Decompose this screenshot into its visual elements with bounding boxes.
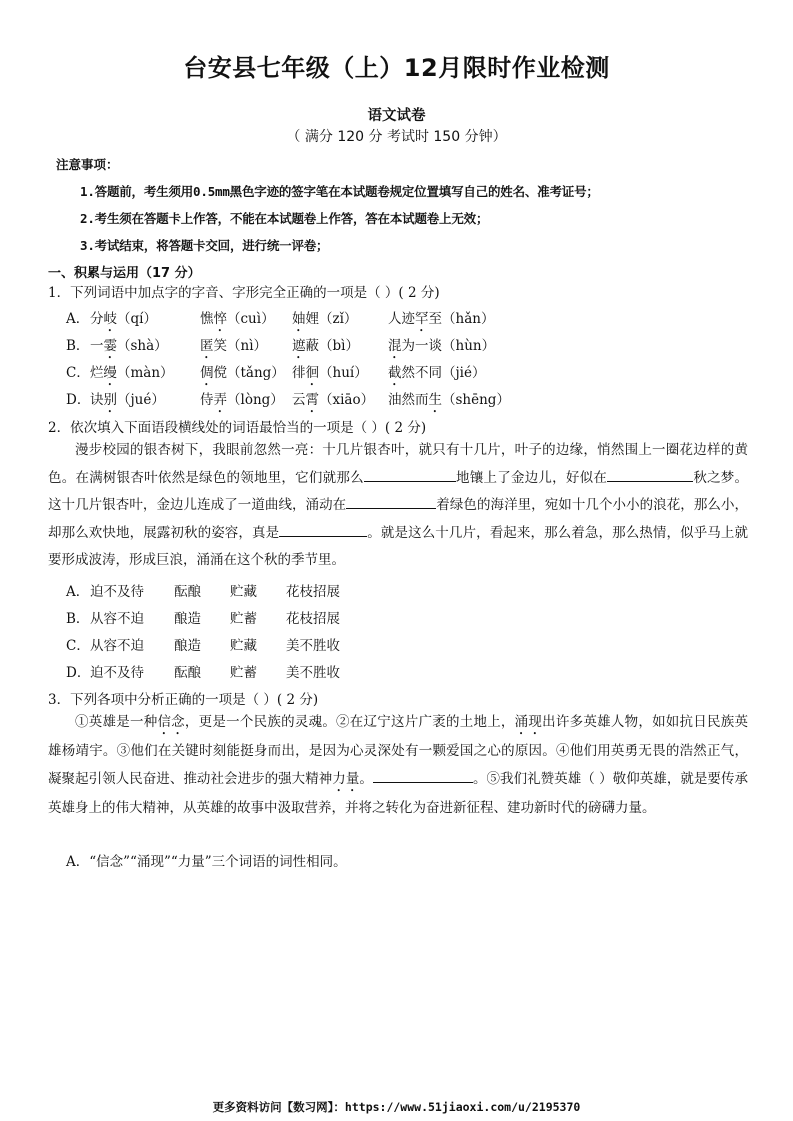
emphasized-char: 截 [388,365,402,381]
option-word [200,361,285,389]
emphasized-char: 生 [428,392,442,408]
word-part: 诀 [90,392,104,408]
option-word: 花枝招展 [286,611,340,627]
passage-text: 漫步校园的银杏树下，我眼前忽然一亮：十几片银杏叶，就只有十几片，叶子的边缘，悄然围上一圈花边样的黄色。在满树银杏叶依然是绿色的领地里，它们就那么 [48,442,748,486]
option-word [388,334,495,362]
word-part: （huí） [319,365,368,381]
option-label: D． [66,665,91,681]
emphasized-char: 别 [103,392,117,408]
word-part: 人迹 [388,311,415,327]
option-label: A． [66,584,90,600]
option-label: D． [66,392,91,408]
option-word: 美不胜收 [286,638,340,654]
word-part: （shà） [117,338,168,354]
emphasized-word: 力量 [332,770,360,787]
emphasized-char: 霄 [305,392,319,408]
word-part: 徘 [292,365,306,381]
option-word [90,307,157,335]
option-word: 酿造 [174,638,201,654]
word-part: （cuì） [227,311,275,327]
word-part: （shēng） [442,392,510,408]
word-part: 娌（zǐ） [305,311,358,327]
score-time-line: （ 满分 120 分 考试时 150 分钟） [286,129,507,145]
word-part: 然不同（jié） [401,365,486,381]
blank-line [364,467,456,482]
emphasized-char: 匿 [200,338,214,354]
passage-text: 出许多英雄人物，如如抗日民族英雄杨靖宇。③他们在关键时刻能挺身而出，是因为心灵深处有一颗爱国之心的原因。④他们用英勇无畏的浩然正气，凝聚起引领人民奋进、推动社会进步的强大精神 [48,714,749,787]
option-word [200,307,275,335]
option-label: C． [66,638,90,654]
emphasized-char: 徊 [305,365,319,381]
option-word: 贮藏 [230,638,257,654]
option-word: 迫不及待 [90,584,144,600]
option-word: 贮蓄 [230,611,257,627]
option-word [90,334,168,362]
emphasized-char: 混 [388,338,402,354]
emphasized-char: 遮 [292,338,306,354]
option-word: 花枝招展 [286,584,340,600]
word-part: （màn） [117,365,174,381]
option-word [292,334,359,362]
option-word: 酝酿 [174,665,201,681]
option-word [90,388,165,416]
option-label: B． [66,611,90,627]
passage-text: ，更是一个民族的灵魂。②在辽宁这片广袤的土地上， [184,714,515,730]
notice-item: 3.考试结束，将答题卡交回，进行统一评卷； [80,238,329,253]
option-word: 迫不及待 [90,665,144,681]
passage-text: ①英雄是一种 [75,714,158,730]
option-word [292,307,357,335]
passage-text: 着绿色的海洋里，宛如十几个小小的浪花，那么小，却那么欢快地，展露初秋的姿容，真是 [48,497,749,541]
option-word [90,361,174,389]
emphasized-char: 岐 [103,311,117,327]
notice-title: 注意事项： [56,157,119,172]
option-word [388,307,494,335]
word-part: （xiāo） [319,392,375,408]
word-part: （lòng） [227,392,284,408]
emphasized-char: 霎 [103,338,117,354]
emphasized-char: 倜 [200,365,214,381]
option-word: 从容不迫 [90,638,144,654]
word-part: 油然而 [388,392,429,408]
emphasized-char: 罕 [415,311,429,327]
blank-line [279,522,367,537]
word-part: 傥（tǎng） [213,365,285,381]
option-word [292,388,374,416]
word-part: （jué） [117,392,165,408]
question-2-passage [48,437,748,575]
word-part: 烂 [90,365,104,381]
question-3-option-a: A．“信念”“涌现”“力量”三个词语的词性相同。 [66,854,347,870]
question-1-stem: 1．下列词语中加点字的字音、字形完全正确的一项是（ ）( 2 分) [48,285,440,301]
option-word [292,361,368,389]
word-part: 云 [292,392,306,408]
passage-text: 地镶上了金边儿，好似在 [455,469,608,486]
section-heading: 一、积累与运用（17 分） [48,266,201,281]
question-3-stem: 3．下列各项中分析正确的一项是（ ）( 2 分) [48,692,319,708]
option-word: 美不胜收 [286,665,340,681]
word-part: 侍 [200,392,214,408]
blank-line [607,467,693,482]
option-word: 贮蓄 [230,665,257,681]
option-word [200,388,284,416]
word-part: 至（hǎn） [428,311,495,327]
word-part: 分 [90,311,104,327]
page-title: 台安县七年级（上）12月限时作业检测 [183,54,610,82]
option-label: B． [66,338,90,354]
notice-item: 1.答题前，考生须用0.5mm黑色字迹的签字笔在本试题卷规定位置填写自己的姓名、准考证号； [80,184,599,199]
footer-link[interactable]: 更多资料访问【数习网】：https://www.51jiaoxi.com/u/2195370 [212,1100,581,1114]
option-word: 酿造 [174,611,201,627]
word-part: （qí） [117,311,157,327]
emphasized-word: 信念 [157,714,185,730]
word-part: 笑（nì） [213,338,268,354]
question-2-stem: 2．依次填入下面语段横线处的词语最恰当的一项是（ ）( 2 分) [48,420,427,436]
passage-text: 。⑤我们礼赞英雄（ ）敬仰英雄，就是要传承英雄身上的伟大精神，从英雄的故事中汲取营养，并将之转化为奋进新征程、建功新时代的磅礴力量。 [48,770,749,816]
option-word [388,361,486,389]
emphasized-char: 妯 [292,311,306,327]
passage-text: 。就是这么十几片，看起来，那么着急，那么热情，似乎马上就要形成波涛，形成巨浪，涌涌在这个秋的季节里。 [48,524,749,568]
emphasized-char: 缦 [103,365,117,381]
option-word [200,334,267,362]
question-3-passage [48,709,748,822]
emphasized-word: 涌现 [514,714,543,730]
notice-item: 2.考生须在答题卡上作答，不能在本试题卷上作答，答在本试题卷上无效； [80,211,489,226]
option-word: 从容不迫 [90,611,144,627]
passage-text: 秋之梦。这十几片银杏叶，金边儿连成了一道曲线，涌动在 [48,469,749,513]
word-part: 蔽（bì） [305,338,359,354]
option-word: 酝酿 [174,584,201,600]
emphasized-char: 弄 [213,392,227,408]
emphasized-char: 悴 [213,311,227,327]
exam-subject: 语文试卷 [367,108,426,124]
word-part: 憔 [200,311,214,327]
option-word: 贮藏 [230,584,257,600]
option-label: A． [66,311,90,327]
word-part: 一 [90,338,104,354]
passage-text: 。 [359,770,373,787]
option-word [388,388,510,416]
blank-line [373,768,473,783]
blank-line [346,494,436,509]
word-part: 为一谈（hùn） [401,338,496,354]
option-label: C． [66,365,90,381]
